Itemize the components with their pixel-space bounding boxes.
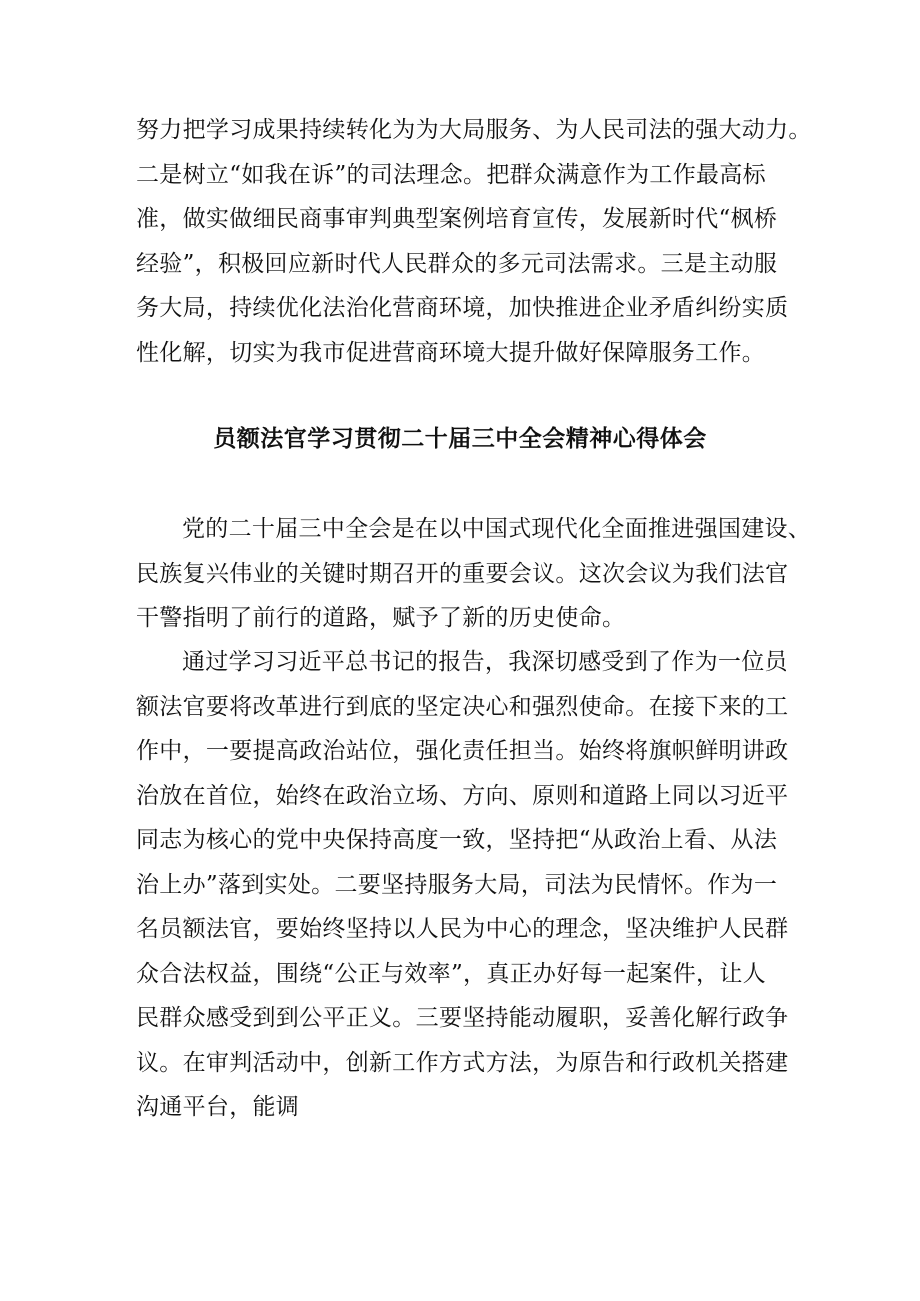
article-title: 员额法官学习贯彻二十届三中全会精神心得体会 (213, 426, 707, 452)
text-line: 干警指明了前行的道路，赋予了新的历史使命。 (136, 605, 626, 631)
article-paragraph-2 (136, 640, 796, 1130)
text-line: 议。在审判活动中，创新工作方式方法，为原告和行政机关搭建 (136, 1049, 789, 1076)
continuation-paragraph (136, 108, 812, 375)
text-line: 务大局，持续优化法治化营商环境，加快推进企业矛盾纠纷实质 (136, 295, 789, 321)
text-line: 性化解，切实为我市促进营商环境大提升做好保障服务工作。 (136, 339, 766, 366)
text-line: 同志为核心的党中央保持高度一致，坚持把“从政治上看、从法 (136, 827, 778, 853)
article-paragraph-1 (136, 507, 812, 641)
text-line: 二是树立“如我在诉”的司法理念。把群众满意作为工作最高标 (136, 161, 766, 188)
text-line: 众合法权益，围绕“公正与效率”，真正办好每一起案件，让人 (136, 960, 766, 987)
text-line: 治上办”落到实处。二要坚持服务大局，司法为民情怀。作为一 (136, 871, 778, 898)
text-line: 准，做实做细民商事审判典型案例培育宣传，发展新时代“枫桥 (136, 206, 778, 232)
text-line: 努力把学习成果持续转化为为大局服务、为人民司法的强大动力。 (136, 117, 812, 143)
text-line: 作中，一要提高政治站位，强化责任担当。始终将旗帜鲜明讲政 (136, 738, 789, 764)
text-line: 治放在首位，始终在政治立场、方向、原则和道路上同以习近平 (136, 782, 789, 809)
text-line: 党的二十届三中全会是在以中国式现代化全面推进强国建设、 (182, 516, 812, 542)
text-line: 名员额法官，要始终坚持以人民为中心的理念，坚决维护人民群 (136, 916, 789, 942)
text-line: 额法官要将改革进行到底的坚定决心和强烈使命。在接下来的工 (136, 693, 789, 720)
text-line: 民族复兴伟业的关键时期召开的重要会议。这次会议为我们法官 (136, 560, 789, 587)
text-line: 经验”，积极回应新时代人民群众的多元司法需求。三是主动服 (136, 250, 778, 277)
text-line: 通过学习习近平总书记的报告，我深切感受到了作为一位员 (182, 649, 788, 675)
text-line: 沟通平台，能调 (136, 1094, 300, 1120)
text-line: 民群众感受到到公平正义。三要坚持能动履职，妥善化解行政争 (136, 1005, 789, 1031)
